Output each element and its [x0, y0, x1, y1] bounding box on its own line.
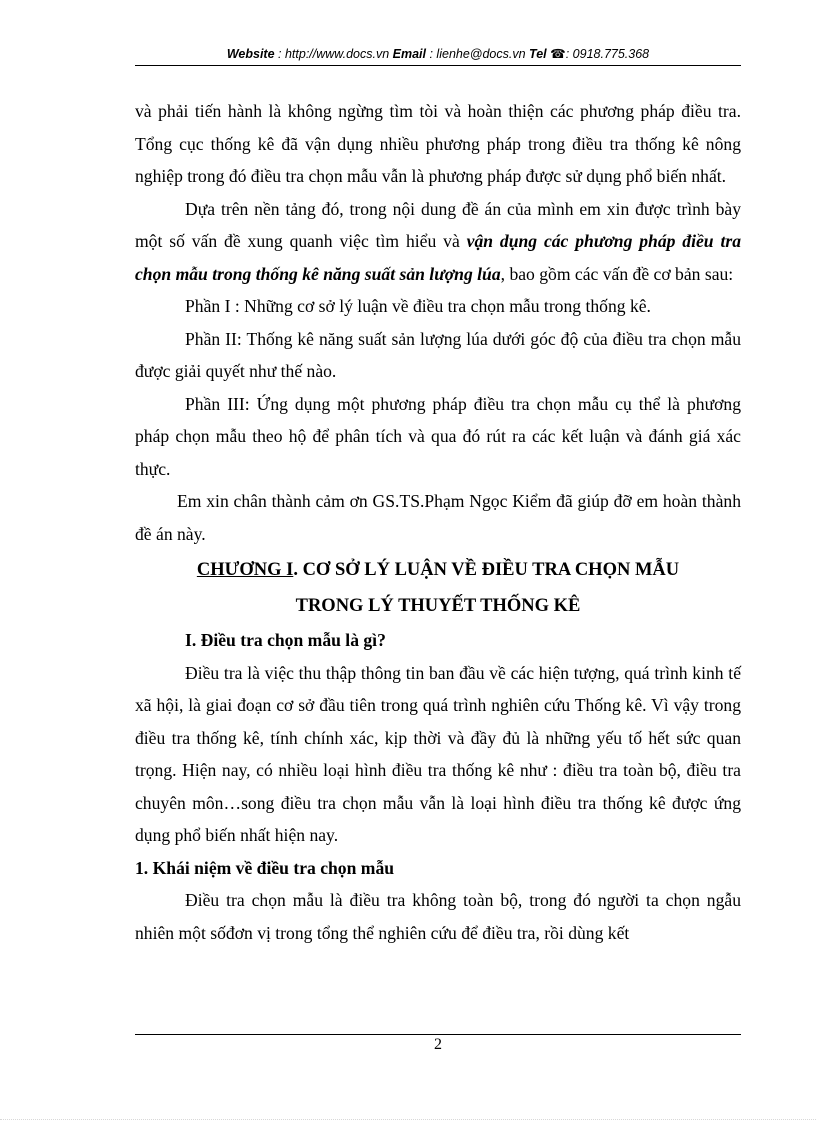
email-label: Email [392, 47, 427, 61]
email-value: : lienhe@docs.vn [426, 47, 530, 61]
paragraph-thanks: Em xin chân thành cảm ơn GS.TS.Phạm Ngọc Kiểm đã giúp đỡ em hoàn thành đề án này. [135, 491, 741, 544]
paragraph-intro: và phải tiến hành là không ngừng tìm tòi và hoàn thiện các phương pháp điều tra. Tổng cục thống kê đã vận dụng nhiều phương pháp trong điều tra thống kê nông nghiệp trong đó điều tra chọn mẫu vẫn là phương pháp được sử dụng phổ biến nhất. [135, 101, 741, 186]
chapter-title-1: . CƠ SỞ LÝ LUẬN VỀ ĐIỀU TRA CHỌN MẪU [293, 560, 680, 580]
scope-text-end: , bao gồm các vấn đề cơ bản sau: [500, 263, 734, 284]
chapter-title-2: TRONG LÝ THUYẾT THỐNG KÊ [295, 596, 581, 616]
phone-icon: ☎ [550, 47, 566, 61]
scope-emphasis: vận dụng các phương pháp điều tra chọn mẫu trong thống kê năng suất sản lượng lúa [135, 231, 741, 284]
website-label: Website [226, 47, 275, 61]
header-divider [135, 65, 741, 66]
document-body [135, 95, 741, 949]
chapter-heading [135, 552, 741, 624]
chapter-heading-line-1 [135, 552, 741, 588]
chapter-label: CHƯƠNG I [196, 560, 294, 580]
tel-label: Tel [529, 47, 547, 61]
paragraph-definition: Điều tra là việc thu thập thông tin ban đầu về các hiện tượng, quá trình kinh tế xã hội, là giai đoạn cơ sở đầu tiên trong quá trình nghiên cứu Thống kê. Vì vậy trong điều tra thống kê, tính chính xác, kịp thời và đầy đủ là những yếu tố hết sức quan trọng. Hiện nay, có nhiều loại hình điều tra thống kê như : điều tra toàn bộ, điều tra chuyên môn…song điều tra chọn mẫu vẫn là loại hình điều tra thống kê được ứng dụng phổ biến nhất hiện nay. [135, 662, 741, 845]
part-1-item: Phần I : Những cơ sở lý luận về điều tra chọn mẫu trong thống kê. [185, 296, 651, 316]
tel-value: : 0918.775.368 [565, 47, 650, 61]
website-value: : http://www.docs.vn [274, 47, 393, 61]
page-header [135, 46, 741, 61]
scope-text-start: Dựa trên nền tảng đó, trong nội dung đề án của mình em xin được trình bày một số vấn đề xung quanh việc tìm hiểu và [135, 198, 741, 251]
footer-divider [135, 1034, 741, 1035]
page-number: 2 [434, 1036, 442, 1053]
section-heading: I. Điều tra chọn mẫu là gì? [185, 630, 386, 650]
paragraph-scope [135, 193, 741, 291]
part-2-item: Phần II: Thống kê năng suất sản lượng lúa dưới góc độ của điều tra chọn mẫu được giải quyết như thế nào. [135, 328, 741, 381]
subsection-heading: 1. Khái niệm về điều tra chọn mẫu [135, 857, 395, 878]
paragraph-concept: Điều tra chọn mẫu là điều tra không toàn bộ, trong đó người ta chọn ngẫu nhiên một sốđơn vị trong tổng thể nghiên cứu để điều tra, rồi dùng kết [135, 890, 741, 943]
part-3-item: Phần III: Ứng dụng một phương pháp điều tra chọn mẫu cụ thể là phương pháp chọn mẫu theo hộ để phân tích và qua đó rút ra các kết luận và đánh giá xác thực. [135, 393, 741, 479]
page-bottom-edge [0, 1119, 816, 1120]
